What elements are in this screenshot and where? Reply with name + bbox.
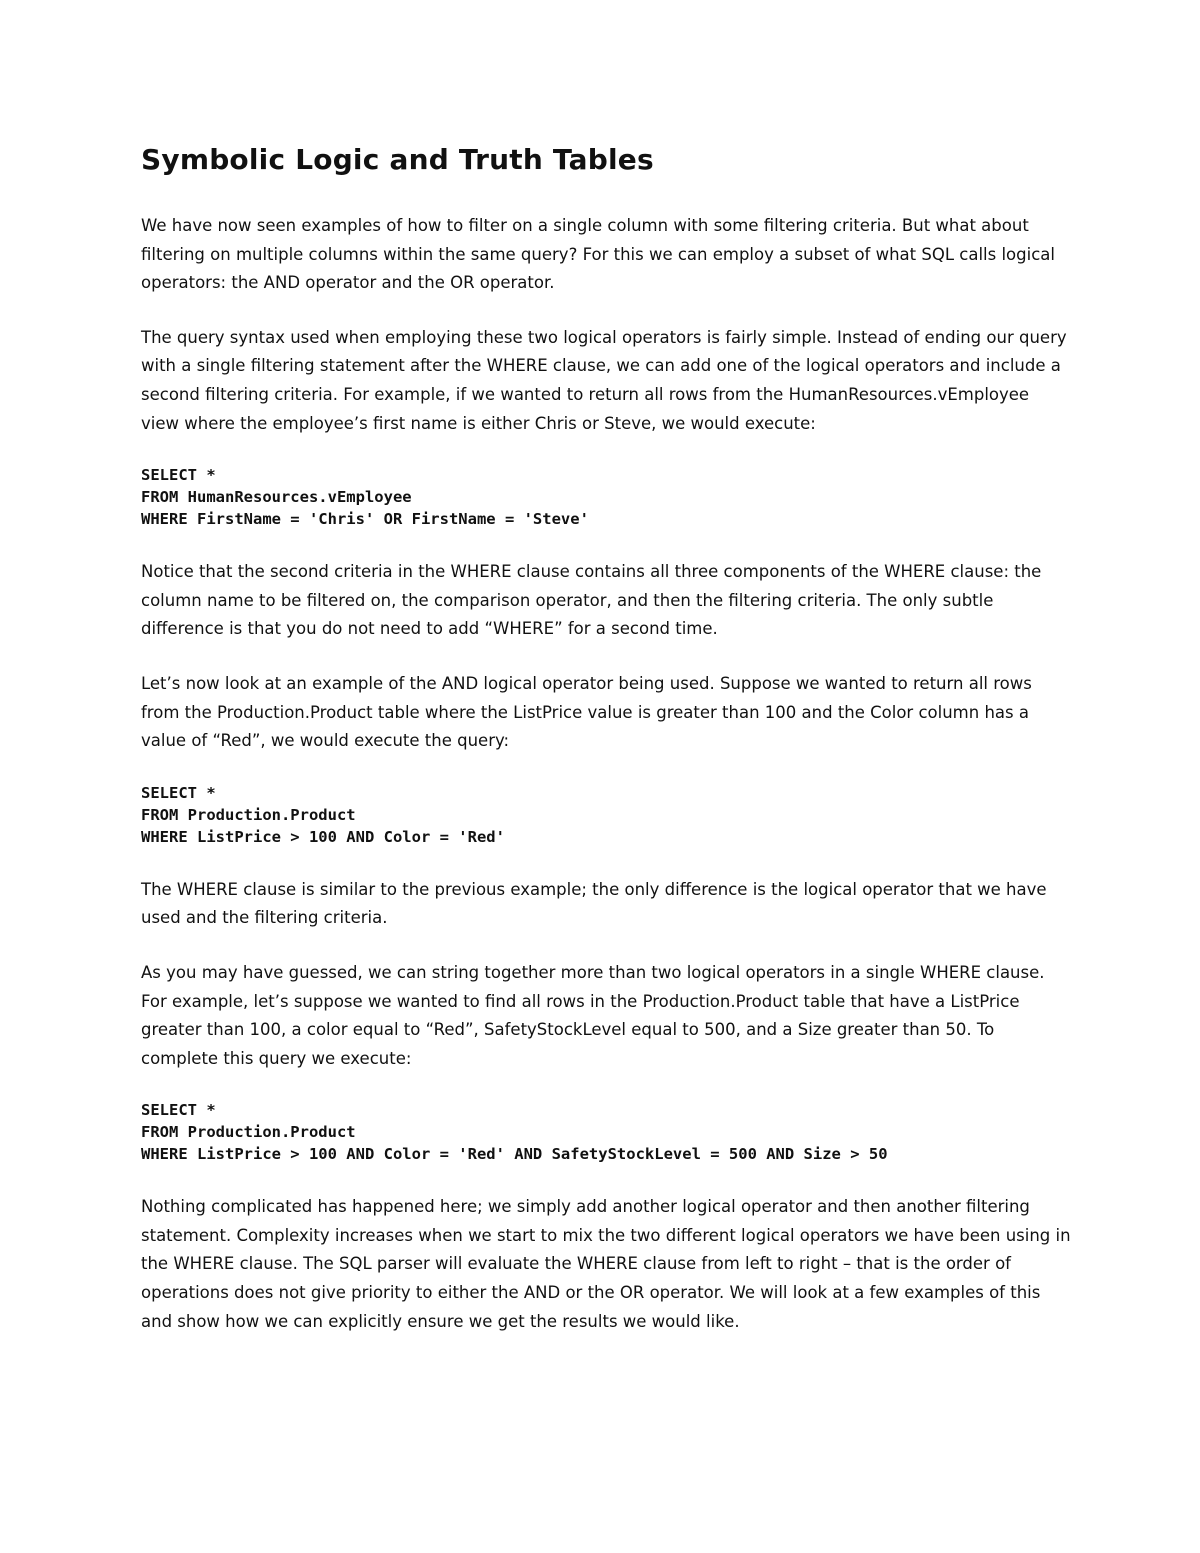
syntax-paragraph: The query syntax used when employing these two logical operators is fairly simple. Instead of ending our query with a single filtering statement after the WHERE clause, we can add one of the logical operators and include a second filtering criteria. For example, if we wanted to return all rows from the HumanResources.vEmployee view where the employee’s first name is either Chris or Steve, we would execute: xyxy=(141,327,1067,433)
conclusion-paragraph: Nothing complicated has happened here; we simply add another logical operator and then another filtering statement. Complexity increases when we start to mix the two different logical operators we have been using in the WHERE clause. The SQL parser will evaluate the WHERE clause from left to right – that is the order of operations does not give priority to either the AND or the OR operator. We will look at a few examples of this and show how we can explicitly ensure we get the results we would like. xyxy=(141,1197,1071,1331)
page-title: Symbolic Logic and Truth Tables xyxy=(141,143,654,176)
code-line: WHERE ListPrice > 100 AND Color = 'Red' AND SafetyStockLevel = 500 AND Size > 50 xyxy=(141,1145,888,1164)
and-example-paragraph: Let’s now look at an example of the AND logical operator being used. Suppose we wanted to return all rows from the Production.Product table where the ListPrice value is greater than 100 and the Color column has a value of “Red”, we would execute the query: xyxy=(141,673,1032,751)
code-line: FROM HumanResources.vEmployee xyxy=(141,488,412,507)
code-line: FROM Production.Product xyxy=(141,805,356,824)
code-line: FROM Production.Product xyxy=(141,1123,356,1142)
intro-paragraph: We have now seen examples of how to filter on a single column with some filtering criteria. But what about filtering on multiple columns within the same query? For this we can employ a subset of what SQL calls logical operators: the AND operator and the OR operator. xyxy=(141,216,1055,293)
code-block-and-example xyxy=(141,782,1071,848)
code-line: WHERE FirstName = 'Chris' OR FirstName = 'Steve' xyxy=(141,510,589,529)
code-line: WHERE ListPrice > 100 AND Color = 'Red' xyxy=(141,827,505,846)
code-line: SELECT * xyxy=(141,466,216,485)
document-body xyxy=(141,140,1071,1362)
code-line: SELECT * xyxy=(141,1101,216,1120)
code-line: SELECT * xyxy=(141,783,216,802)
code-block-or-example xyxy=(141,464,1071,530)
multiple-operators-paragraph: As you may have guessed, we can string together more than two logical operators in a single WHERE clause. For example, let’s suppose we wanted to find all rows in the Production.Product table that have a ListPrice greater than 100, a color equal to “Red”, SafetyStockLevel equal to 500, and a Size greater than 50. To complete this query we execute: xyxy=(141,962,1045,1068)
code-block-multiple-and xyxy=(141,1099,1071,1165)
notice-paragraph: Notice that the second criteria in the WHERE clause contains all three components of the WHERE clause: the column name to be filtered on, the comparison operator, and then the filtering criteria. The only subtle difference is that you do not need to add “WHERE” for a second time. xyxy=(141,562,1042,639)
comparison-paragraph: The WHERE clause is similar to the previous example; the only difference is the logical operator that we have used and the filtering criteria. xyxy=(141,879,1047,928)
